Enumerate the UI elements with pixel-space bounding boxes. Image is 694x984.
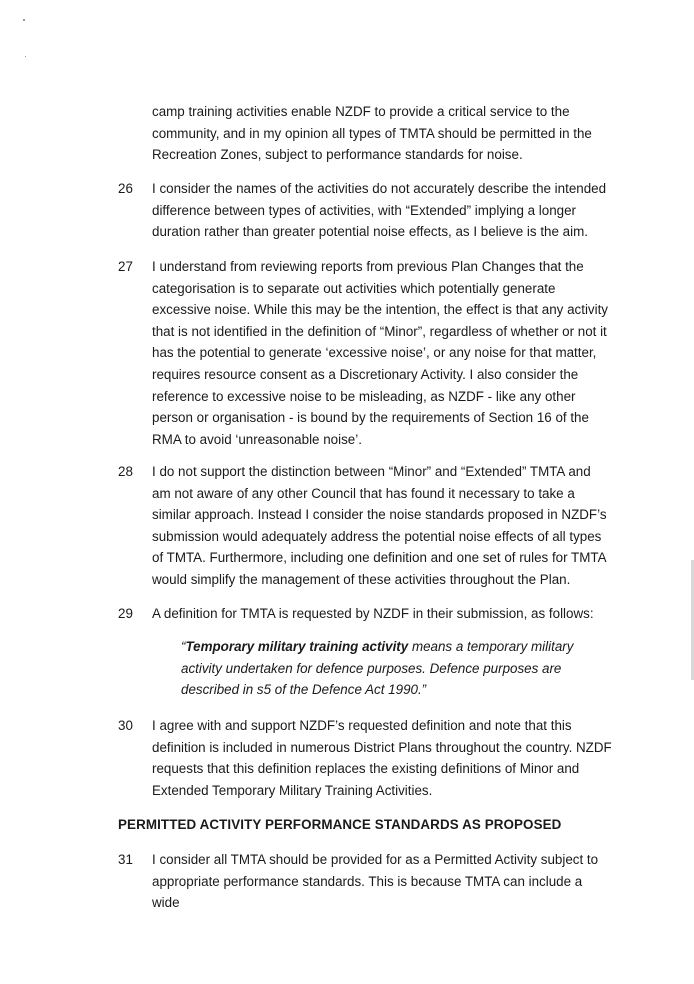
scan-speck xyxy=(25,56,26,57)
paragraph-text: I agree with and support NZDF’s requested definition and note that this definition is included in numerous District Plans throughout the country. NZDF requests that this definition replaces the existing definitions of Minor and Extended Temporary Military Training Activities. xyxy=(152,718,612,798)
section-heading: PERMITTED ACTIVITY PERFORMANCE STANDARDS AS PROPOSED xyxy=(118,817,562,832)
paragraph-number: 27 xyxy=(118,259,133,274)
paragraph-text: I understand from reviewing reports from previous Plan Changes that the categorisation is to separate out activities which potentially generate excessive noise. While this may be the intention, the effect is that any activity that is not identified in the definition of “Minor”, regardless of whether or not it has the potential to generate ‘excessive noise’, or any noise for that matter, requires resource consent as a Discretionary Activity. I also consider the reference to excessive noise to be misleading, as NZDF - like any other person or organisation - is bound by the requirements of Section 16 of the RMA to avoid ‘unreasonable noise’. xyxy=(152,259,609,447)
paragraph-30 xyxy=(118,715,612,801)
paragraph-28 xyxy=(118,461,612,591)
paragraph-29 xyxy=(118,603,612,625)
paragraph-26 xyxy=(118,178,612,243)
scan-speck xyxy=(23,19,25,21)
paragraph-number: 31 xyxy=(118,852,133,867)
continuation-paragraph: camp training activities enable NZDF to provide a critical service to the community, and in my opinion all types of TMTA should be permitted in the Recreation Zones, subject to performance standards for noise. xyxy=(152,104,592,163)
definition-quote xyxy=(181,636,601,701)
paragraph-number: 28 xyxy=(118,464,133,479)
paragraph-31 xyxy=(118,849,612,914)
paragraph-text: A definition for TMTA is requested by NZDF in their submission, as follows: xyxy=(152,606,594,621)
paragraph-text: I consider the names of the activities do not accurately describe the intended difference between types of activities, with “Extended” implying a longer duration rather than greater potential noise effects, as I believe is the aim. xyxy=(152,181,607,240)
paragraph-number: 26 xyxy=(118,181,133,196)
paragraph-27 xyxy=(118,256,612,450)
defined-term: Temporary military training activity xyxy=(185,639,409,654)
paragraph-number: 30 xyxy=(118,718,133,733)
paragraph-text: I consider all TMTA should be provided for as a Permitted Activity subject to appropriate performance standards. This is because TMTA can include a wide xyxy=(152,852,599,911)
definition-text: means a temporary military activity undertaken for defence purposes. Defence purposes are described in s5 of the Defence Act 1990.” xyxy=(181,639,574,698)
paragraph-text: I do not support the distinction between “Minor” and “Extended” TMTA and am not aware of any other Council that has found it necessary to take a similar approach. Instead I consider the noise standards proposed in NZDF’s submission would adequately address the potential noise effects of all types of TMTA. Furthermore, including one definition and one set of rules for TMTA would simplify the management of these activities throughout the Plan. xyxy=(152,464,607,587)
quote-open-mark: “ xyxy=(181,639,186,654)
paragraph-number: 29 xyxy=(118,606,133,621)
